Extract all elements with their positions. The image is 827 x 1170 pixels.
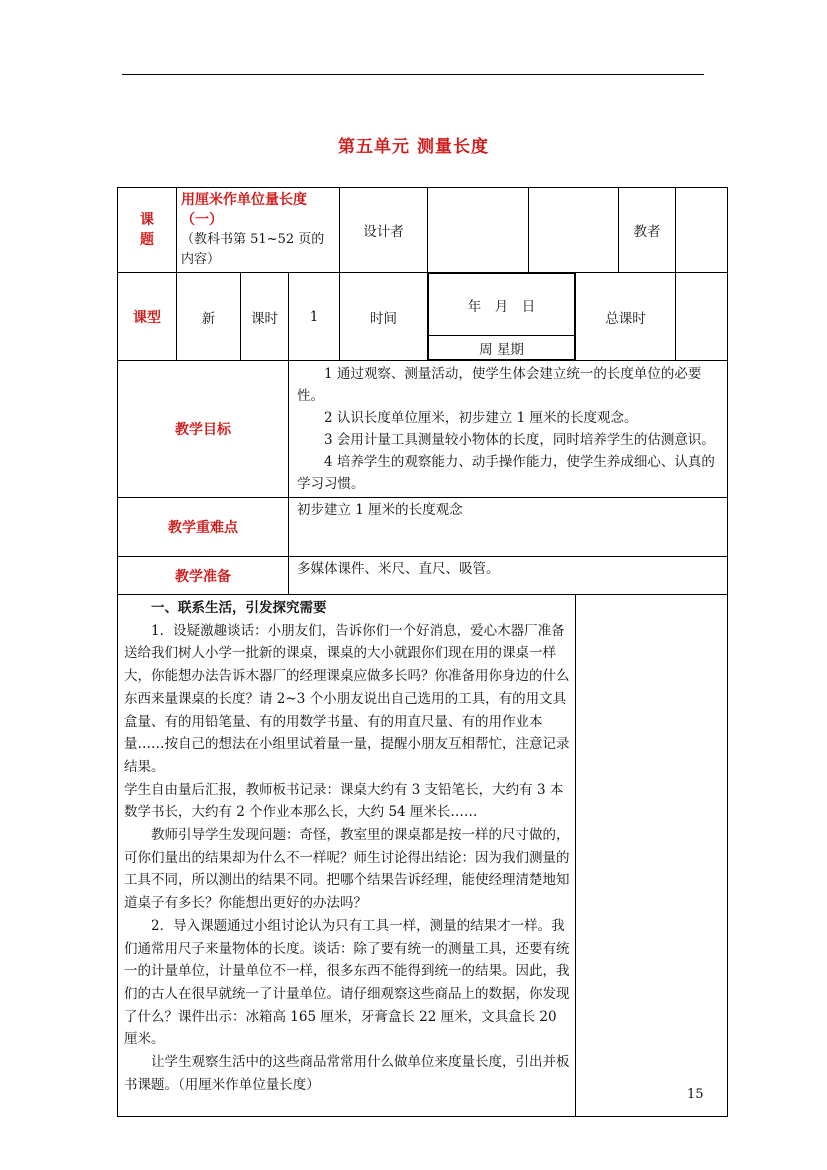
goal-line-5: 学习习惯。	[297, 476, 365, 492]
process-cell	[118, 595, 576, 1117]
topic-title: 用厘米作单位量长度（一）	[181, 192, 307, 228]
teacher-value	[676, 188, 728, 273]
process-notes-cell	[576, 595, 728, 1117]
page-number: 15	[687, 1087, 704, 1102]
topic-label-cell	[118, 188, 177, 273]
topic-subtitle: （教科书第 51~52 页的内容）	[181, 232, 325, 267]
topic-label: 课题	[140, 212, 154, 248]
designer-value	[428, 188, 529, 273]
type-label: 课型	[118, 273, 177, 361]
key-points-label: 教学重难点	[118, 498, 289, 557]
topic-row	[118, 188, 728, 273]
goals-cell	[289, 361, 728, 498]
total-hours-label: 总课时	[576, 273, 676, 361]
type-value: 新	[177, 273, 241, 361]
time-label: 时间	[340, 273, 428, 361]
process-paragraph-4: 2．导入课题通过小组讨论认为只有工具一样，测量的结果才一样。我们通常用尺子来量物体的长度。谈话：除了要有统一的测量工具，还要有统一的计量单位，计量单位不一样，很多东西不能得到统一的结果。因此，我们的古人在很早就统一了计量单位。请仔细观察这些商品上的数据，你发现了什么？课件出示：冰箱高 165 厘米，牙膏盒长 22 厘米，文具盒长 20 厘米。	[124, 917, 570, 1048]
header-rule	[122, 74, 704, 75]
week-text: 周 星期	[429, 336, 575, 360]
preparation-text: 多媒体课件、米尺、直尺、吸管。	[289, 557, 728, 595]
page-title: 第五单元 测量长度	[338, 137, 489, 157]
process-heading: 一、联系生活，引发探究需要	[151, 600, 327, 616]
topic-cell	[177, 188, 340, 273]
goal-line-2: 2 认识长度单位厘米，初步建立 1 厘米的长度观念。	[324, 410, 638, 426]
process-paragraph-5: 让学生观察生活中的这些商品常常用什么做单位来度量长度，引出并板书课题。（用厘米作单位量长度）	[124, 1054, 570, 1093]
goal-line-3: 3 会用计量工具测量较小物体的长度，同时培养学生的估测意识。	[324, 432, 715, 448]
key-points-row	[118, 498, 728, 557]
process-row	[118, 595, 728, 1117]
teacher-label: 教者	[619, 188, 676, 273]
goal-line-1: 1 通过观察、测量活动，使学生体会建立统一的长度单位的必要性。	[297, 366, 702, 404]
preparation-label: 教学准备	[118, 557, 289, 595]
process-paragraph-3: 教师引导学生发现问题：奇怪，教室里的课桌都是按一样的尺寸做的，可你们量出的结果却为什么不一样呢？师生讨论得出结论：因为我们测量的工具不同，所以测出的结果不同。把哪个结果告诉经理，能使经理清楚地知道桌子有多长？你能想出更好的办法吗？	[124, 827, 570, 912]
goal-line-4: 4 培养学生的观察能力、动手操作能力，使学生养成细心、认真的	[324, 454, 715, 470]
hours-label: 课时	[241, 273, 289, 361]
date-cell	[428, 273, 576, 361]
designer-extra	[529, 188, 619, 273]
lesson-info-row	[118, 273, 728, 361]
key-points-text: 初步建立 1 厘米的长度观念	[289, 498, 728, 557]
preparation-row	[118, 557, 728, 595]
goals-row	[118, 361, 728, 498]
lesson-plan-table	[117, 187, 728, 1117]
hours-value: 1	[289, 273, 340, 361]
total-hours-value	[676, 273, 728, 361]
date-text: 年 月 日	[429, 274, 575, 336]
process-paragraph-1: 1．设疑激趣谈话：小朋友们，告诉你们一个好消息，爱心木器厂准备送给我们树人小学一批新的课桌，课桌的大小就跟你们现在用的课桌一样大，你能想办法告诉木器厂的经理课桌应做多长吗？你准备用你身边的什么东西来量课桌的长度？请 2~3 个小朋友说出自己选用的工具，有的用文具盒量、有的用铅笔量、有的用数学书量、有的用直尺量、有的用作业本量……按自己的想法在小组里试着量一量，提醒小朋友互相帮忙，注意记录结果。	[124, 622, 570, 775]
process-paragraph-2: 学生自由量后汇报，教师板书记录：课桌大约有 3 支铅笔长，大约有 3 本数学书长，大约有 2 个作业本那么长，大约 54 厘米长……	[124, 781, 564, 821]
date-split	[428, 273, 575, 360]
designer-label: 设计者	[340, 188, 428, 273]
goals-label: 教学目标	[118, 361, 289, 498]
